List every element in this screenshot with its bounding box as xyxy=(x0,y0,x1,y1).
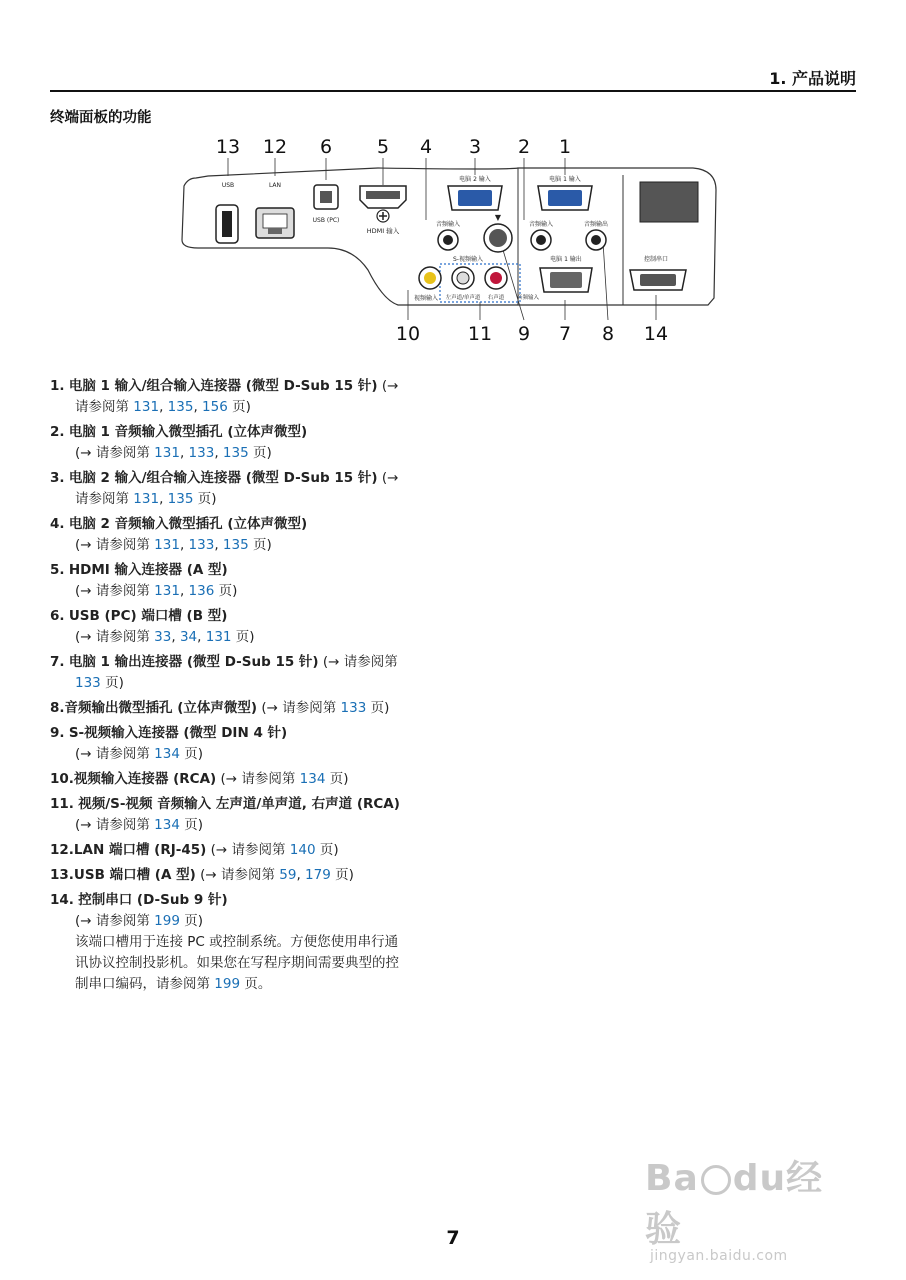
page-sep: , xyxy=(179,583,189,599)
item-title: 电脑 1 输出连接器 (微型 D-Sub 15 针) xyxy=(68,654,319,670)
ref-suffix: 页) xyxy=(179,817,204,833)
desc-line: 制串口编码，请参阅第 xyxy=(75,976,210,992)
callout-5: 5 xyxy=(376,136,390,158)
item-number: 12. xyxy=(50,842,74,858)
left-mono-label: 左声道/单声道 xyxy=(445,295,481,301)
serial-label: 控制串口 xyxy=(643,256,669,263)
pc1-in-label: 电脑 1 输入 xyxy=(549,176,581,183)
desc-line: 讯协议控制投影机。如果您在写程序期间需要典型的控 xyxy=(75,955,399,971)
page-sep: , xyxy=(193,399,203,415)
callout-2: 2 xyxy=(517,136,531,158)
terminal-item xyxy=(50,652,460,694)
terminal-item xyxy=(50,794,460,836)
desc-line: 页。 xyxy=(240,976,272,992)
pc2-in-label: 电脑 2 输入 xyxy=(459,176,491,183)
callout-11: 11 xyxy=(467,323,493,345)
item-title: 电脑 1 输入/组合输入连接器 (微型 D-Sub 15 针) xyxy=(68,378,378,394)
page-link[interactable]: 131 xyxy=(154,537,180,553)
ref-suffix: 页) xyxy=(227,399,251,415)
ref-suffix: 页) xyxy=(193,491,217,507)
page-number: 7 xyxy=(446,1227,460,1249)
ref-lead: (→ 请参阅第 xyxy=(75,817,150,833)
desc-line: 该端口槽用于连接 PC 或控制系统。方便您使用串行通 xyxy=(75,934,399,950)
item-number: 7. xyxy=(50,654,65,670)
item-number: 3. xyxy=(50,470,65,486)
ref-lead: (→ 请参阅第 xyxy=(75,537,150,553)
item-title: S-视频输入连接器 (微型 DIN 4 针) xyxy=(68,725,288,741)
page-sep: , xyxy=(197,629,206,645)
callout-9: 9 xyxy=(517,323,531,345)
ref-lead: 请参阅第 xyxy=(75,399,129,415)
terminal-item xyxy=(50,890,460,995)
terminal-item xyxy=(50,422,460,464)
callout-10: 10 xyxy=(395,323,421,345)
page-link[interactable]: 199 xyxy=(154,913,180,929)
item-number: 1. xyxy=(50,378,65,394)
page-link[interactable]: 34 xyxy=(179,629,198,645)
ref-suffix: 页) xyxy=(214,583,238,599)
page-link[interactable]: 134 xyxy=(299,771,326,787)
audio-in-1-label: 音频输入 xyxy=(528,221,554,228)
lan-label: LAN xyxy=(268,182,282,189)
ref-lead: (→ 请参阅第 xyxy=(75,445,150,461)
ref-lead: (→ 请参阅第 xyxy=(75,629,150,645)
item-title: 电脑 2 音频输入微型插孔 (立体声微型) xyxy=(68,516,308,532)
item-title: 电脑 2 输入/组合输入连接器 (微型 D-Sub 15 针) xyxy=(68,470,378,486)
usb-label: USB xyxy=(221,182,235,189)
watermark-logo: Ba du经验 xyxy=(645,1158,824,1250)
page-link[interactable]: 133 xyxy=(75,675,101,691)
callout-4: 4 xyxy=(419,136,433,158)
page-link[interactable]: 135 xyxy=(222,445,249,461)
item-number: 10. xyxy=(50,771,74,787)
terminal-list xyxy=(50,376,460,999)
item-number: 14. xyxy=(50,892,74,908)
item-title: HDMI 输入连接器 (A 型) xyxy=(68,562,228,578)
section-title: 终端面板的功能 xyxy=(50,110,152,126)
page-link[interactable]: 134 xyxy=(154,817,180,833)
page-link[interactable]: 133 xyxy=(188,445,215,461)
terminal-item xyxy=(50,514,460,556)
item-number: 6. xyxy=(50,608,65,624)
ref-prefix: (→ 请参阅第 xyxy=(257,700,341,716)
page-sep: , xyxy=(159,491,168,507)
item-title: 视频/S-视频 音频输入 左声道/单声道, 右声道 (RCA) xyxy=(78,796,400,812)
ref-prefix: (→ xyxy=(377,470,399,486)
item-number: 8. xyxy=(50,700,65,716)
page-sep: , xyxy=(214,445,223,461)
page-link[interactable]: 135 xyxy=(167,399,194,415)
audio-in-2-label: 音频输入 xyxy=(435,221,461,228)
terminal-item xyxy=(50,468,460,510)
callout-13: 13 xyxy=(215,136,241,158)
terminal-panel-diagram xyxy=(178,130,718,350)
ref-suffix: 页) xyxy=(248,445,272,461)
terminal-item xyxy=(50,376,460,418)
hdmi-label: HDMI 输入 xyxy=(366,227,400,235)
page-link[interactable]: 140 xyxy=(289,842,316,858)
ref-prefix: (→ 请参阅第 xyxy=(206,842,290,858)
item-title: USB (PC) 端口槽 (B 型) xyxy=(68,608,228,624)
terminal-item xyxy=(50,560,460,602)
item-number: 9. xyxy=(50,725,65,741)
ref-suffix: 页) xyxy=(315,842,339,858)
item-number: 11. xyxy=(50,796,74,812)
item-number: 4. xyxy=(50,516,65,532)
ref-suffix: 页) xyxy=(248,537,272,553)
ref-prefix: (→ 请参阅第 xyxy=(216,771,300,787)
page-sep: , xyxy=(214,537,223,553)
ref-suffix: 页) xyxy=(366,700,390,716)
audio-in-bottom-label: 音频输入 xyxy=(516,295,540,301)
ref-lead: 请参阅第 xyxy=(75,491,129,507)
terminal-item xyxy=(50,840,460,861)
serial-description xyxy=(50,932,460,995)
page-link[interactable]: 131 xyxy=(133,491,160,507)
page-sep: , xyxy=(179,445,189,461)
item-number: 13. xyxy=(50,867,74,883)
item-title: 控制串口 (D-Sub 9 针) xyxy=(78,892,228,908)
callout-12: 12 xyxy=(262,136,288,158)
item-title: USB 端口槽 (A 型) xyxy=(73,867,196,883)
page-link[interactable]: 133 xyxy=(188,537,215,553)
page-link[interactable]: 156 xyxy=(202,399,228,415)
terminal-item xyxy=(50,865,460,886)
pc1-out-label: 电脑 1 输出 xyxy=(550,256,582,263)
ref-suffix: 页) xyxy=(100,675,124,691)
terminal-item xyxy=(50,723,460,765)
terminal-item xyxy=(50,769,460,790)
ref-suffix: 页) xyxy=(325,771,349,787)
page-link[interactable]: 135 xyxy=(222,537,249,553)
svg-text:▼: ▼ xyxy=(494,213,502,222)
ref-suffix: 页) xyxy=(330,867,354,883)
baidu-watermark xyxy=(645,1150,855,1264)
callout-14: 14 xyxy=(643,323,669,345)
callout-3: 3 xyxy=(468,136,482,158)
terminal-item xyxy=(50,606,460,648)
ref-prefix: (→ 请参阅第 xyxy=(195,867,280,883)
usb-pc-label: USB (PC) xyxy=(312,217,340,224)
audio-out-label: 音频输出 xyxy=(583,221,609,228)
page-link[interactable]: 136 xyxy=(188,583,215,599)
callout-6: 6 xyxy=(319,136,333,158)
ref-lead: (→ 请参阅第 xyxy=(75,913,150,929)
page-link[interactable]: 33 xyxy=(154,629,172,645)
ref-lead: (→ 请参阅第 xyxy=(75,583,150,599)
item-number: 5. xyxy=(50,562,65,578)
page-sep: , xyxy=(296,867,306,883)
item-title: 音频输出微型插孔 (立体声微型) xyxy=(64,700,258,716)
ref-prefix: (→ xyxy=(377,378,399,394)
terminal-item xyxy=(50,698,460,719)
ref-suffix: 页) xyxy=(179,913,204,929)
page-link[interactable]: 199 xyxy=(214,976,241,992)
ref-suffix: 页) xyxy=(231,629,255,645)
item-number: 2. xyxy=(50,424,65,440)
page-link[interactable]: 131 xyxy=(133,399,160,415)
page-link[interactable]: 59 xyxy=(279,867,297,883)
s-video-in-label: S-视频输入 xyxy=(453,256,483,263)
page-link[interactable]: 131 xyxy=(154,583,180,599)
callout-7: 7 xyxy=(558,323,572,345)
ref-prefix: (→ 请参阅第 xyxy=(318,654,398,670)
page-link[interactable]: 134 xyxy=(154,746,180,762)
ref-lead: (→ 请参阅第 xyxy=(75,746,150,762)
ref-suffix: 页) xyxy=(179,746,204,762)
page-sep: , xyxy=(159,399,168,415)
item-title: LAN 端口槽 (RJ-45) xyxy=(73,842,207,858)
video-in-label: 视频输入 xyxy=(413,295,439,302)
header-rule xyxy=(50,90,856,92)
right-label: 右声道 xyxy=(487,295,505,301)
page-link[interactable]: 135 xyxy=(167,491,194,507)
paw-icon xyxy=(701,1165,731,1195)
watermark-url: jingyan.baidu.com xyxy=(650,1248,788,1264)
page-link[interactable]: 179 xyxy=(305,867,331,883)
callout-1: 1 xyxy=(558,136,572,158)
callout-8: 8 xyxy=(601,323,615,345)
chapter-heading: 1. 产品说明 xyxy=(769,69,856,88)
item-title: 电脑 1 音频输入微型插孔 (立体声微型) xyxy=(68,424,308,440)
page-sep: , xyxy=(171,629,180,645)
item-title: 视频输入连接器 (RCA) xyxy=(73,771,217,787)
page-link[interactable]: 133 xyxy=(340,700,367,716)
page-sep: , xyxy=(179,537,189,553)
page-link[interactable]: 131 xyxy=(205,629,232,645)
page-link[interactable]: 131 xyxy=(154,445,180,461)
